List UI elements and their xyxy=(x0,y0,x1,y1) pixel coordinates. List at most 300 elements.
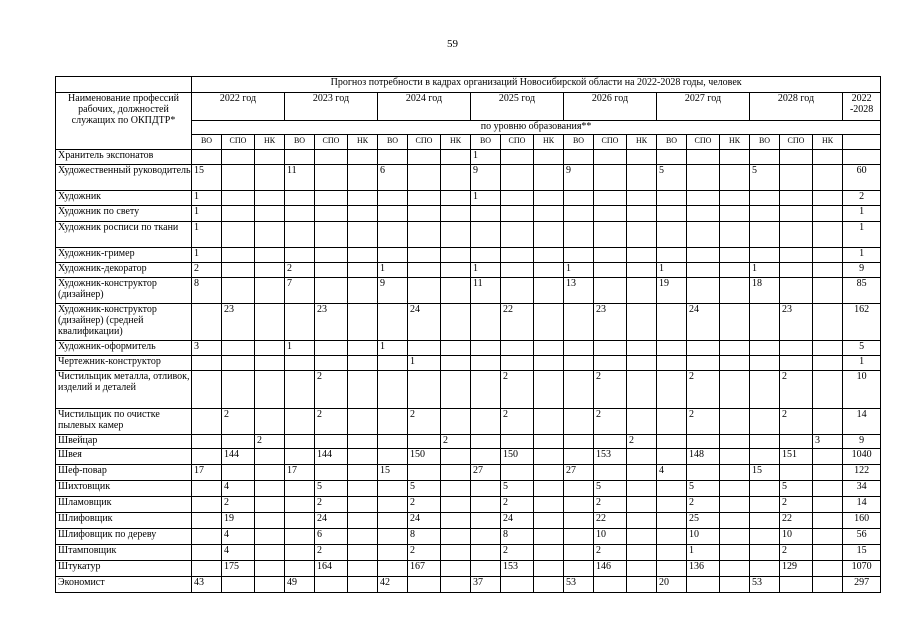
value-cell xyxy=(813,371,843,409)
value-cell xyxy=(441,222,471,248)
level-header-cell: ВО xyxy=(471,135,501,150)
value-cell xyxy=(348,278,378,304)
profession-name-cell: Швея xyxy=(56,449,192,465)
value-cell xyxy=(315,263,348,278)
profession-name-cell: Штукатур xyxy=(56,561,192,577)
value-cell xyxy=(627,248,657,263)
value-cell: 2 xyxy=(441,435,471,449)
value-cell: 2 xyxy=(285,263,315,278)
value-cell xyxy=(720,449,750,465)
value-cell: 9 xyxy=(471,165,501,191)
value-cell xyxy=(657,341,687,356)
name-column-header: Наименование профессий рабочих, должностей служащих по ОКПДТР* xyxy=(56,93,192,150)
value-cell xyxy=(378,371,408,409)
total-cell: 9 xyxy=(843,263,881,278)
total-cell: 122 xyxy=(843,465,881,481)
value-cell: 1 xyxy=(378,341,408,356)
year-header: 2027 год xyxy=(657,93,750,121)
value-cell xyxy=(441,409,471,435)
value-cell xyxy=(720,371,750,409)
value-cell: 6 xyxy=(378,165,408,191)
value-cell xyxy=(471,529,501,545)
value-cell xyxy=(813,497,843,513)
value-cell xyxy=(687,206,720,222)
value-cell: 5 xyxy=(408,481,441,497)
total-cell: 1 xyxy=(843,248,881,263)
table-row xyxy=(56,222,881,248)
value-cell: 167 xyxy=(408,561,441,577)
value-cell: 17 xyxy=(285,465,315,481)
value-cell xyxy=(501,222,534,248)
value-cell xyxy=(501,356,534,371)
table-row xyxy=(56,150,881,165)
value-cell xyxy=(192,561,222,577)
table-row xyxy=(56,481,881,497)
value-cell: 1 xyxy=(285,341,315,356)
value-cell: 7 xyxy=(285,278,315,304)
value-cell xyxy=(627,371,657,409)
value-cell xyxy=(750,449,780,465)
value-cell xyxy=(471,481,501,497)
value-cell xyxy=(720,304,750,341)
profession-name-cell: Штамповщик xyxy=(56,545,192,561)
value-cell xyxy=(471,206,501,222)
value-cell xyxy=(564,435,594,449)
value-cell: 17 xyxy=(192,465,222,481)
value-cell xyxy=(285,449,315,465)
value-cell xyxy=(534,222,564,248)
table-row xyxy=(56,513,881,529)
value-cell xyxy=(192,435,222,449)
value-cell xyxy=(843,150,881,165)
value-cell xyxy=(222,263,255,278)
value-cell xyxy=(564,150,594,165)
value-cell xyxy=(657,371,687,409)
value-cell xyxy=(813,513,843,529)
table-row xyxy=(56,356,881,371)
value-cell xyxy=(534,191,564,206)
value-cell xyxy=(255,248,285,263)
value-cell xyxy=(192,481,222,497)
value-cell xyxy=(780,341,813,356)
value-cell xyxy=(471,435,501,449)
value-cell xyxy=(594,435,627,449)
value-cell xyxy=(627,561,657,577)
value-cell xyxy=(627,545,657,561)
value-cell xyxy=(441,165,471,191)
value-cell xyxy=(255,577,285,593)
profession-name-cell: Шламовщик xyxy=(56,497,192,513)
value-cell xyxy=(594,465,627,481)
value-cell xyxy=(627,304,657,341)
value-cell: 23 xyxy=(315,304,348,341)
profession-name-cell: Экономист xyxy=(56,577,192,593)
profession-name-cell: Чистильщик металла, отливок, изделий и деталей xyxy=(56,371,192,409)
value-cell xyxy=(285,191,315,206)
total-cell: 1 xyxy=(843,356,881,371)
value-cell: 5 xyxy=(750,165,780,191)
value-cell xyxy=(564,341,594,356)
value-cell: 4 xyxy=(657,465,687,481)
value-cell xyxy=(687,278,720,304)
value-cell: 1 xyxy=(192,191,222,206)
value-cell xyxy=(285,371,315,409)
value-cell xyxy=(813,341,843,356)
table-row xyxy=(56,371,881,409)
value-cell xyxy=(720,497,750,513)
value-cell xyxy=(501,278,534,304)
value-cell xyxy=(564,409,594,435)
value-cell: 9 xyxy=(564,165,594,191)
value-cell xyxy=(348,222,378,248)
value-cell xyxy=(222,371,255,409)
value-cell xyxy=(408,222,441,248)
value-cell xyxy=(750,435,780,449)
value-cell xyxy=(255,529,285,545)
value-cell xyxy=(315,150,348,165)
value-cell: 1 xyxy=(378,263,408,278)
value-cell xyxy=(594,577,627,593)
value-cell xyxy=(534,497,564,513)
value-cell xyxy=(378,449,408,465)
value-cell xyxy=(441,449,471,465)
value-cell xyxy=(564,191,594,206)
value-cell xyxy=(720,278,750,304)
value-cell xyxy=(222,356,255,371)
value-cell xyxy=(534,529,564,545)
value-cell: 153 xyxy=(501,561,534,577)
value-cell xyxy=(378,222,408,248)
value-cell xyxy=(594,206,627,222)
profession-name-cell: Художник росписи по ткани xyxy=(56,222,192,248)
value-cell: 150 xyxy=(408,449,441,465)
total-cell: 14 xyxy=(843,409,881,435)
value-cell xyxy=(441,304,471,341)
value-cell xyxy=(564,248,594,263)
value-cell xyxy=(348,248,378,263)
value-cell xyxy=(408,150,441,165)
value-cell: 23 xyxy=(594,304,627,341)
value-cell: 24 xyxy=(315,513,348,529)
value-cell: 2 xyxy=(780,409,813,435)
value-cell xyxy=(378,409,408,435)
profession-name-cell: Художник-конструктор (дизайнер) xyxy=(56,278,192,304)
level-header-cell: ВО xyxy=(285,135,315,150)
value-cell xyxy=(594,165,627,191)
value-cell xyxy=(813,409,843,435)
value-cell xyxy=(285,497,315,513)
table-row xyxy=(56,165,881,191)
value-cell xyxy=(687,341,720,356)
value-cell xyxy=(564,545,594,561)
value-cell: 1 xyxy=(408,356,441,371)
value-cell: 1 xyxy=(750,263,780,278)
value-cell xyxy=(750,304,780,341)
value-cell xyxy=(501,165,534,191)
value-cell xyxy=(627,356,657,371)
value-cell xyxy=(594,341,627,356)
value-cell xyxy=(813,206,843,222)
profession-name-cell: Швейцар xyxy=(56,435,192,449)
value-cell: 3 xyxy=(813,435,843,449)
value-cell: 9 xyxy=(378,278,408,304)
level-header-cell: ВО xyxy=(657,135,687,150)
value-cell xyxy=(378,561,408,577)
value-cell xyxy=(813,165,843,191)
value-cell xyxy=(285,513,315,529)
value-cell xyxy=(348,263,378,278)
profession-name-cell: Художник-декоратор xyxy=(56,263,192,278)
value-cell xyxy=(564,497,594,513)
table-row xyxy=(56,577,881,593)
value-cell xyxy=(441,529,471,545)
total-cell: 60 xyxy=(843,165,881,191)
value-cell xyxy=(720,222,750,248)
value-cell xyxy=(750,222,780,248)
value-cell: 1 xyxy=(471,263,501,278)
value-cell xyxy=(780,150,813,165)
value-cell xyxy=(192,371,222,409)
value-cell xyxy=(564,513,594,529)
value-cell xyxy=(720,513,750,529)
value-cell xyxy=(564,356,594,371)
value-cell: 22 xyxy=(780,513,813,529)
value-cell xyxy=(627,529,657,545)
table-row xyxy=(56,561,881,577)
value-cell xyxy=(408,191,441,206)
value-cell xyxy=(192,304,222,341)
value-cell xyxy=(534,561,564,577)
value-cell xyxy=(657,248,687,263)
value-cell xyxy=(348,465,378,481)
value-cell xyxy=(348,409,378,435)
value-cell xyxy=(501,435,534,449)
value-cell: 1 xyxy=(192,222,222,248)
value-cell xyxy=(348,513,378,529)
value-cell: 22 xyxy=(501,304,534,341)
value-cell xyxy=(255,206,285,222)
value-cell xyxy=(285,481,315,497)
level-header-cell: НК xyxy=(348,135,378,150)
value-cell: 1 xyxy=(564,263,594,278)
value-cell: 1 xyxy=(471,150,501,165)
value-cell xyxy=(720,481,750,497)
value-cell xyxy=(750,371,780,409)
level-header-cell: СПО xyxy=(408,135,441,150)
value-cell xyxy=(501,191,534,206)
value-cell xyxy=(408,465,441,481)
profession-name-cell: Художник по свету xyxy=(56,206,192,222)
value-cell: 2 xyxy=(192,263,222,278)
value-cell xyxy=(627,341,657,356)
level-header-cell: СПО xyxy=(315,135,348,150)
value-cell xyxy=(780,222,813,248)
total-cell: 10 xyxy=(843,371,881,409)
value-cell xyxy=(657,529,687,545)
table-header xyxy=(56,77,881,150)
value-cell xyxy=(627,150,657,165)
value-cell: 11 xyxy=(285,165,315,191)
value-cell: 49 xyxy=(285,577,315,593)
value-cell: 2 xyxy=(255,435,285,449)
value-cell: 8 xyxy=(501,529,534,545)
value-cell xyxy=(564,304,594,341)
total-cell: 15 xyxy=(843,545,881,561)
value-cell xyxy=(594,356,627,371)
value-cell xyxy=(222,150,255,165)
table-row xyxy=(56,304,881,341)
value-cell: 164 xyxy=(315,561,348,577)
value-cell xyxy=(720,206,750,222)
value-cell xyxy=(594,263,627,278)
value-cell xyxy=(441,248,471,263)
value-cell xyxy=(348,356,378,371)
value-cell xyxy=(441,356,471,371)
value-cell xyxy=(813,222,843,248)
value-cell: 136 xyxy=(687,561,720,577)
value-cell xyxy=(315,356,348,371)
value-cell xyxy=(378,191,408,206)
value-cell xyxy=(657,222,687,248)
value-cell xyxy=(780,577,813,593)
year-header: 2023 год xyxy=(285,93,378,121)
value-cell xyxy=(471,545,501,561)
level-header-empty xyxy=(843,135,881,150)
value-cell xyxy=(285,435,315,449)
value-cell xyxy=(657,356,687,371)
value-cell xyxy=(720,191,750,206)
level-header-cell: СПО xyxy=(594,135,627,150)
value-cell xyxy=(564,206,594,222)
value-cell xyxy=(255,513,285,529)
value-cell: 2 xyxy=(222,409,255,435)
value-cell xyxy=(813,577,843,593)
value-cell xyxy=(750,481,780,497)
value-cell: 23 xyxy=(780,304,813,341)
value-cell: 2 xyxy=(594,409,627,435)
value-cell: 148 xyxy=(687,449,720,465)
value-cell xyxy=(348,529,378,545)
value-cell xyxy=(813,481,843,497)
profession-name-cell: Шлифовщик по дереву xyxy=(56,529,192,545)
value-cell: 1 xyxy=(471,191,501,206)
value-cell xyxy=(627,577,657,593)
value-cell xyxy=(255,371,285,409)
value-cell xyxy=(471,222,501,248)
value-cell xyxy=(471,371,501,409)
value-cell: 5 xyxy=(687,481,720,497)
page-number: 59 xyxy=(447,38,458,50)
value-cell xyxy=(348,577,378,593)
value-cell xyxy=(378,497,408,513)
level-header-cell: ВО xyxy=(192,135,222,150)
value-cell xyxy=(627,513,657,529)
profession-name-cell: Художник xyxy=(56,191,192,206)
value-cell xyxy=(315,435,348,449)
value-cell xyxy=(534,481,564,497)
value-cell xyxy=(348,191,378,206)
value-cell xyxy=(750,513,780,529)
value-cell xyxy=(627,191,657,206)
value-cell xyxy=(378,435,408,449)
value-cell: 15 xyxy=(192,165,222,191)
value-cell xyxy=(222,341,255,356)
value-cell: 2 xyxy=(594,371,627,409)
value-cell xyxy=(285,561,315,577)
value-cell xyxy=(255,409,285,435)
value-cell: 2 xyxy=(408,409,441,435)
value-cell xyxy=(750,341,780,356)
value-cell xyxy=(501,263,534,278)
value-cell: 5 xyxy=(315,481,348,497)
value-cell xyxy=(627,409,657,435)
value-cell xyxy=(378,304,408,341)
value-cell: 11 xyxy=(471,278,501,304)
value-cell: 24 xyxy=(687,304,720,341)
value-cell: 24 xyxy=(501,513,534,529)
total-cell: 160 xyxy=(843,513,881,529)
value-cell xyxy=(192,497,222,513)
value-cell xyxy=(534,449,564,465)
year-header: 2028 год xyxy=(750,93,843,121)
value-cell xyxy=(348,561,378,577)
value-cell xyxy=(471,304,501,341)
value-cell xyxy=(255,449,285,465)
workforce-forecast-table xyxy=(55,76,881,593)
value-cell: 150 xyxy=(501,449,534,465)
value-cell: 1 xyxy=(657,263,687,278)
value-cell xyxy=(348,165,378,191)
table-row xyxy=(56,435,881,449)
value-cell xyxy=(657,150,687,165)
value-cell: 151 xyxy=(780,449,813,465)
value-cell xyxy=(750,248,780,263)
value-cell xyxy=(720,248,750,263)
value-cell xyxy=(222,165,255,191)
level-header-cell: ВО xyxy=(378,135,408,150)
value-cell xyxy=(687,465,720,481)
value-cell: 2 xyxy=(780,545,813,561)
value-cell xyxy=(780,248,813,263)
value-cell xyxy=(255,222,285,248)
value-cell xyxy=(780,191,813,206)
value-cell xyxy=(192,513,222,529)
value-cell xyxy=(564,449,594,465)
value-cell: 23 xyxy=(222,304,255,341)
value-cell: 8 xyxy=(192,278,222,304)
value-cell xyxy=(534,577,564,593)
table-row xyxy=(56,449,881,465)
value-cell: 2 xyxy=(594,545,627,561)
value-cell xyxy=(441,481,471,497)
value-cell xyxy=(441,561,471,577)
value-cell xyxy=(255,481,285,497)
value-cell xyxy=(627,481,657,497)
header-empty-cell xyxy=(56,77,192,93)
level-header-cell: ВО xyxy=(564,135,594,150)
value-cell xyxy=(441,513,471,529)
value-cell: 5 xyxy=(657,165,687,191)
value-cell xyxy=(720,150,750,165)
value-cell xyxy=(255,278,285,304)
value-cell xyxy=(408,278,441,304)
value-cell xyxy=(750,356,780,371)
value-cell: 2 xyxy=(780,371,813,409)
value-cell xyxy=(780,206,813,222)
value-cell xyxy=(222,206,255,222)
value-cell: 27 xyxy=(471,465,501,481)
level-header-cell: НК xyxy=(255,135,285,150)
